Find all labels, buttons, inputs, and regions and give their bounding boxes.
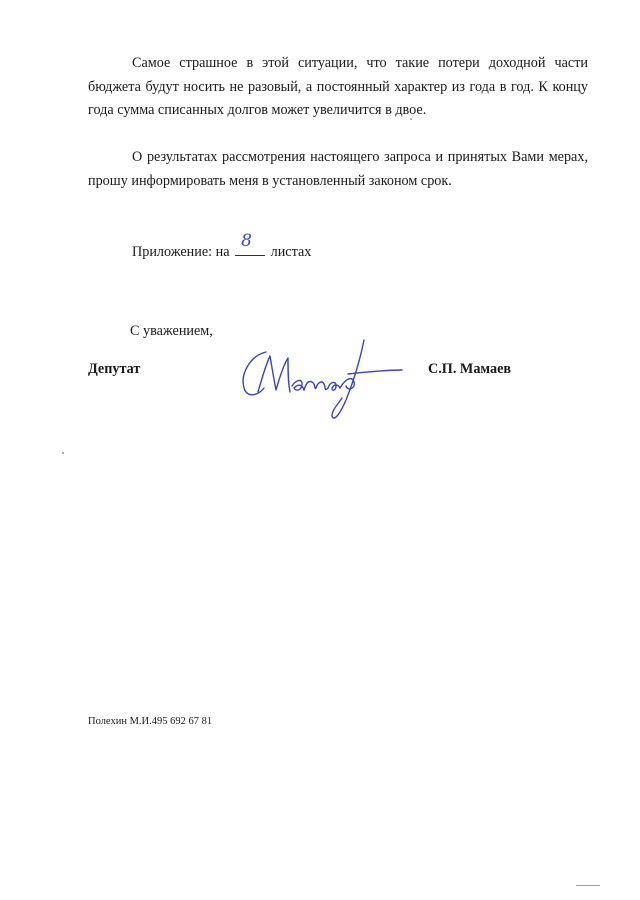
scan-speck: [576, 885, 600, 886]
signer-position: Депутат: [88, 361, 141, 377]
scan-speck: [62, 452, 64, 454]
attachment-count: 8: [241, 231, 252, 251]
attachment-prefix: Приложение: на: [132, 244, 230, 260]
scan-speck: [410, 118, 412, 120]
contact-footer: Полехин М.И.495 692 67 81: [88, 716, 213, 727]
handwritten-signature: [236, 330, 406, 430]
attachment-blank: [235, 231, 265, 256]
attachment-suffix: листах: [270, 244, 312, 260]
attachment-line: [132, 231, 312, 262]
closing-phrase: С уважением,: [130, 323, 213, 339]
paragraph-request: О результатах рассмотрения настоящего запроса и принятых Вами мерах, прошу информировать меня в установленный законом срок.: [88, 149, 588, 189]
paragraph-consequences: Самое страшное в этой ситуации, что такие потери доходной части бюджета будут носить не разовый, а постоянный характер из года в год. К концу года сумма списанных долгов может увеличится в двое.: [88, 55, 588, 118]
signer-name: С.П. Мамаев: [428, 361, 512, 377]
